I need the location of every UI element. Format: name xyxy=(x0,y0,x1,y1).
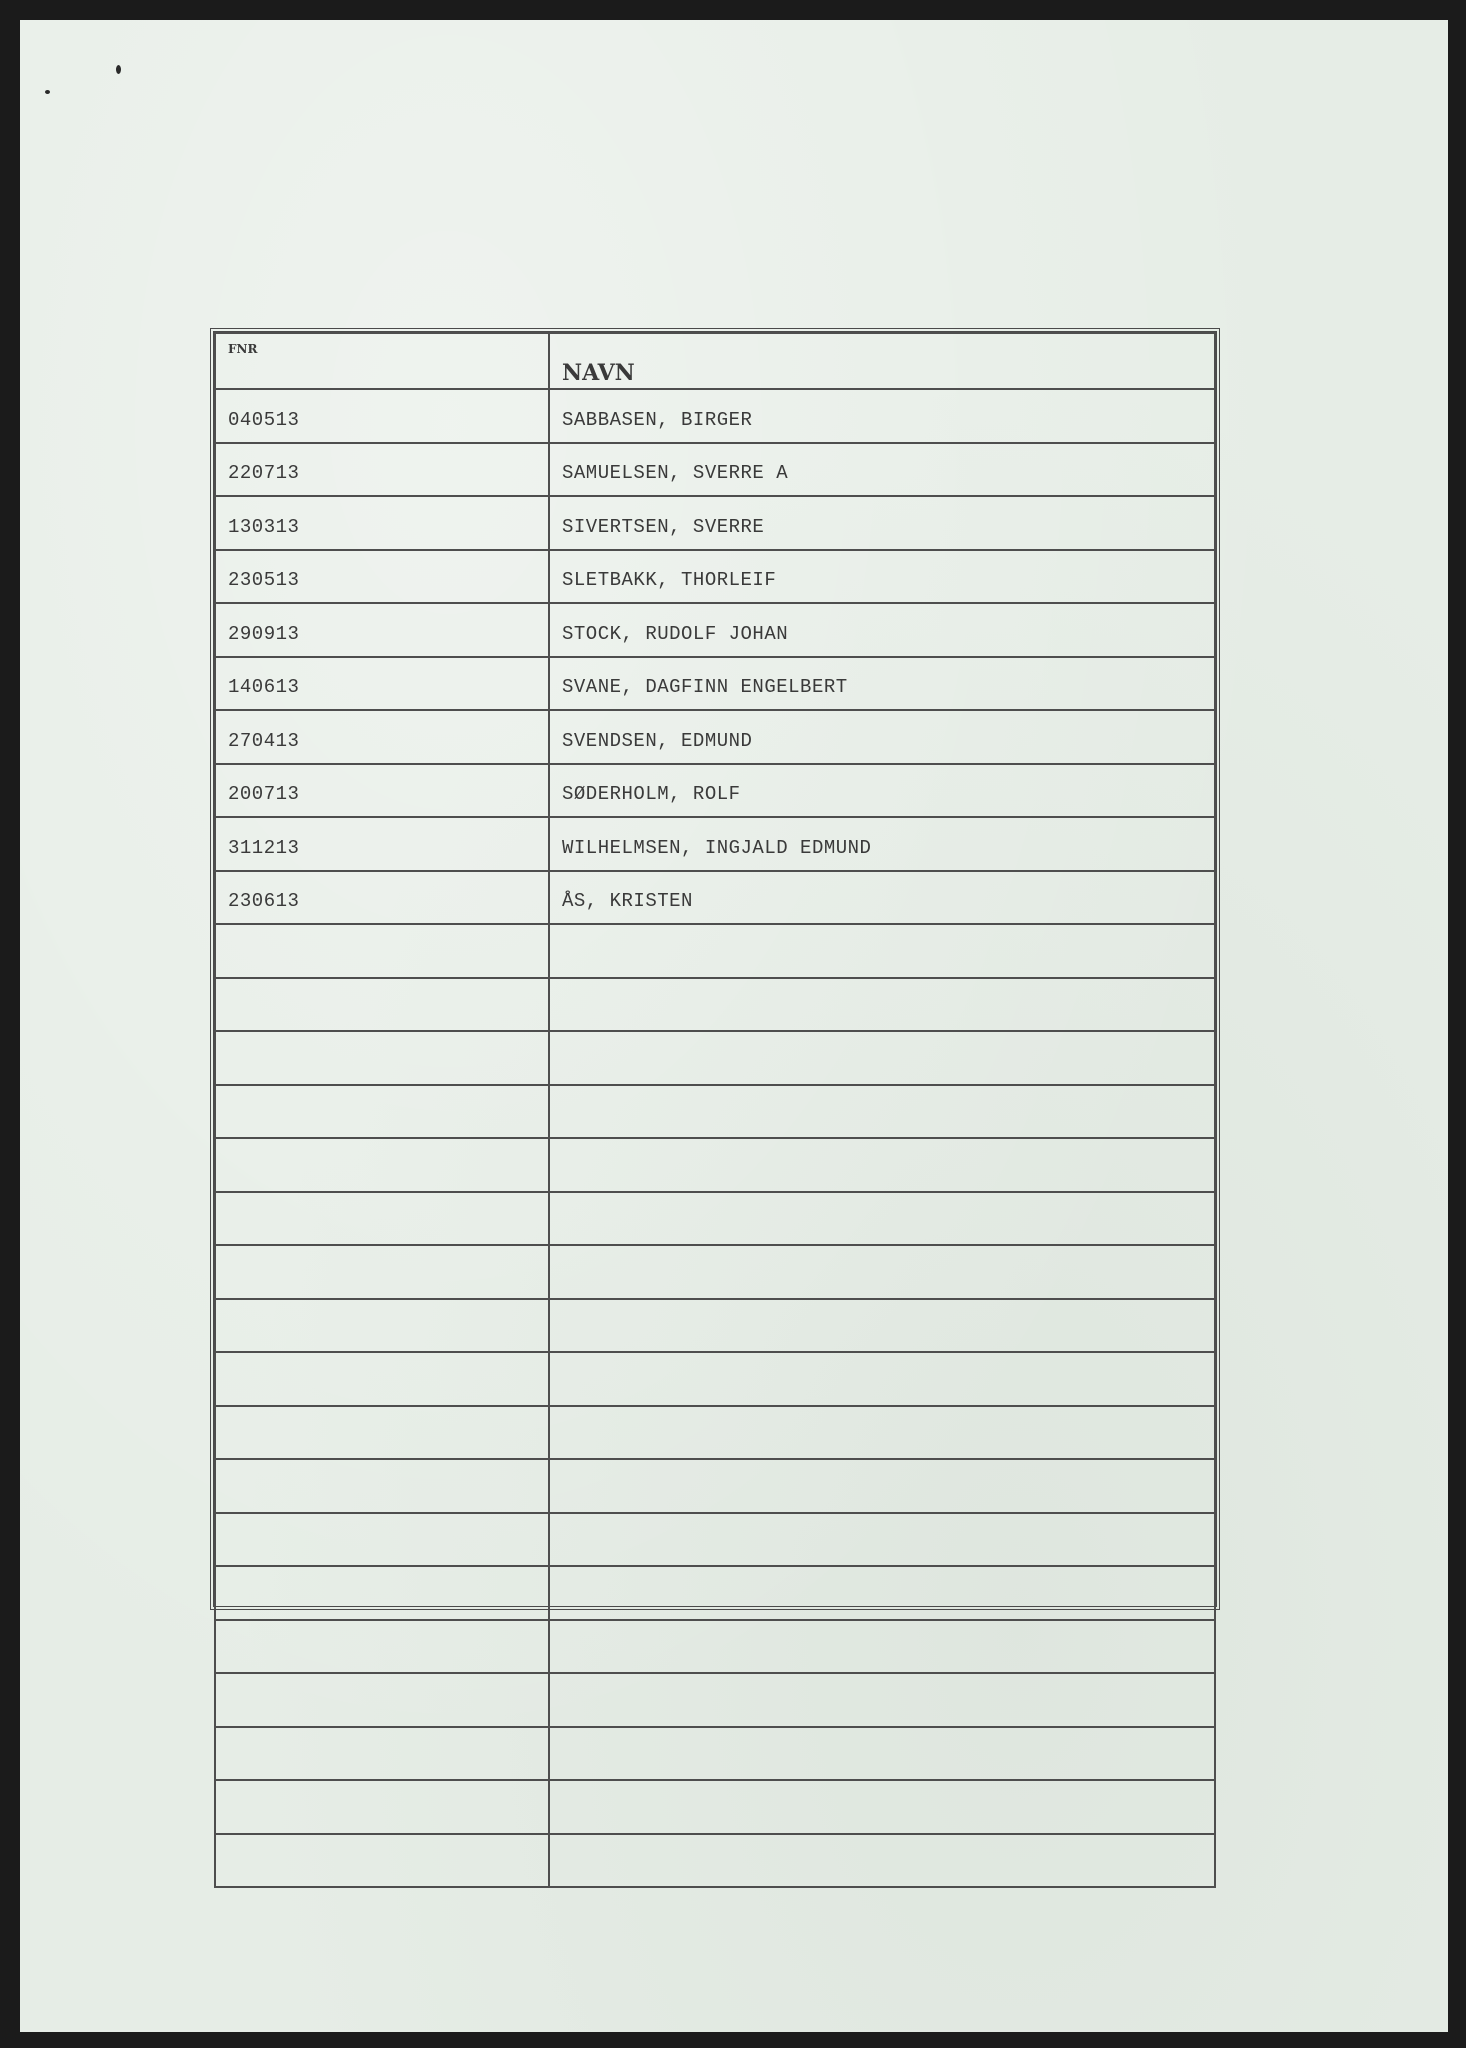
empty-row xyxy=(215,1406,1215,1460)
register-grid xyxy=(214,332,1216,1888)
empty-navn-cell xyxy=(549,1566,1215,1620)
navn-cell: SIVERTSEN, SVERRE xyxy=(549,496,1215,550)
empty-fnr-cell xyxy=(215,1566,549,1620)
empty-fnr-cell xyxy=(215,1299,549,1353)
empty-row xyxy=(215,978,1215,1032)
empty-row xyxy=(215,1085,1215,1139)
table-row xyxy=(215,496,1215,550)
navn-cell: STOCK, RUDOLF JOHAN xyxy=(549,603,1215,657)
table-row xyxy=(215,657,1215,711)
table-row xyxy=(215,443,1215,497)
register-body xyxy=(215,389,1215,1887)
empty-navn-cell xyxy=(549,1352,1215,1406)
empty-row xyxy=(215,1834,1215,1888)
empty-fnr-cell xyxy=(215,978,549,1032)
ink-speck xyxy=(116,65,121,74)
navn-cell: SØDERHOLM, ROLF xyxy=(549,764,1215,818)
empty-navn-cell xyxy=(549,924,1215,978)
header-row xyxy=(215,333,1215,389)
fnr-cell: 130313 xyxy=(215,496,549,550)
empty-row xyxy=(215,1245,1215,1299)
empty-fnr-cell xyxy=(215,1459,549,1513)
fnr-cell: 220713 xyxy=(215,443,549,497)
table-row xyxy=(215,817,1215,871)
empty-fnr-cell xyxy=(215,1138,549,1192)
empty-navn-cell xyxy=(549,1299,1215,1353)
ink-speck xyxy=(45,90,50,94)
empty-row xyxy=(215,1352,1215,1406)
empty-fnr-cell xyxy=(215,1352,549,1406)
empty-fnr-cell xyxy=(215,1620,549,1674)
fnr-cell: 230613 xyxy=(215,871,549,925)
navn-cell: SVENDSEN, EDMUND xyxy=(549,710,1215,764)
empty-fnr-cell xyxy=(215,1031,549,1085)
empty-navn-cell xyxy=(549,1727,1215,1781)
empty-fnr-cell xyxy=(215,1834,549,1888)
empty-row xyxy=(215,924,1215,978)
empty-row xyxy=(215,1138,1215,1192)
empty-navn-cell xyxy=(549,1031,1215,1085)
empty-row xyxy=(215,1620,1215,1674)
name-register-table xyxy=(210,328,1220,1610)
empty-row xyxy=(215,1192,1215,1246)
empty-fnr-cell xyxy=(215,1085,549,1139)
fnr-cell: 290913 xyxy=(215,603,549,657)
navn-cell: SABBASEN, BIRGER xyxy=(549,389,1215,443)
empty-navn-cell xyxy=(549,1406,1215,1460)
fnr-cell: 270413 xyxy=(215,710,549,764)
empty-fnr-cell xyxy=(215,1727,549,1781)
empty-navn-cell xyxy=(549,978,1215,1032)
empty-navn-cell xyxy=(549,1245,1215,1299)
fnr-cell: 140613 xyxy=(215,657,549,711)
empty-row xyxy=(215,1459,1215,1513)
empty-navn-cell xyxy=(549,1459,1215,1513)
scanned-page xyxy=(20,20,1448,2032)
navn-cell: SVANE, DAGFINN ENGELBERT xyxy=(549,657,1215,711)
table-row xyxy=(215,603,1215,657)
empty-fnr-cell xyxy=(215,1245,549,1299)
empty-row xyxy=(215,1031,1215,1085)
empty-fnr-cell xyxy=(215,1192,549,1246)
empty-navn-cell xyxy=(549,1192,1215,1246)
column-header-navn: NAVN xyxy=(549,333,1215,389)
empty-row xyxy=(215,1566,1215,1620)
fnr-cell: 200713 xyxy=(215,764,549,818)
navn-cell: WILHELMSEN, INGJALD EDMUND xyxy=(549,817,1215,871)
fnr-cell: 230513 xyxy=(215,550,549,604)
table-row xyxy=(215,871,1215,925)
empty-row xyxy=(215,1299,1215,1353)
empty-navn-cell xyxy=(549,1834,1215,1888)
empty-row xyxy=(215,1727,1215,1781)
navn-cell: ÅS, KRISTEN xyxy=(549,871,1215,925)
column-header-fnr: FNR xyxy=(215,333,549,389)
empty-fnr-cell xyxy=(215,1406,549,1460)
empty-fnr-cell xyxy=(215,1513,549,1567)
empty-fnr-cell xyxy=(215,1780,549,1834)
fnr-cell: 040513 xyxy=(215,389,549,443)
empty-navn-cell xyxy=(549,1780,1215,1834)
empty-navn-cell xyxy=(549,1085,1215,1139)
empty-fnr-cell xyxy=(215,1673,549,1727)
table-row xyxy=(215,550,1215,604)
empty-navn-cell xyxy=(549,1620,1215,1674)
empty-row xyxy=(215,1673,1215,1727)
table-row xyxy=(215,764,1215,818)
empty-navn-cell xyxy=(549,1138,1215,1192)
table-row xyxy=(215,710,1215,764)
empty-fnr-cell xyxy=(215,924,549,978)
empty-row xyxy=(215,1780,1215,1834)
navn-cell: SLETBAKK, THORLEIF xyxy=(549,550,1215,604)
empty-row xyxy=(215,1513,1215,1567)
empty-navn-cell xyxy=(549,1673,1215,1727)
navn-cell: SAMUELSEN, SVERRE A xyxy=(549,443,1215,497)
table-row xyxy=(215,389,1215,443)
empty-navn-cell xyxy=(549,1513,1215,1567)
fnr-cell: 311213 xyxy=(215,817,549,871)
